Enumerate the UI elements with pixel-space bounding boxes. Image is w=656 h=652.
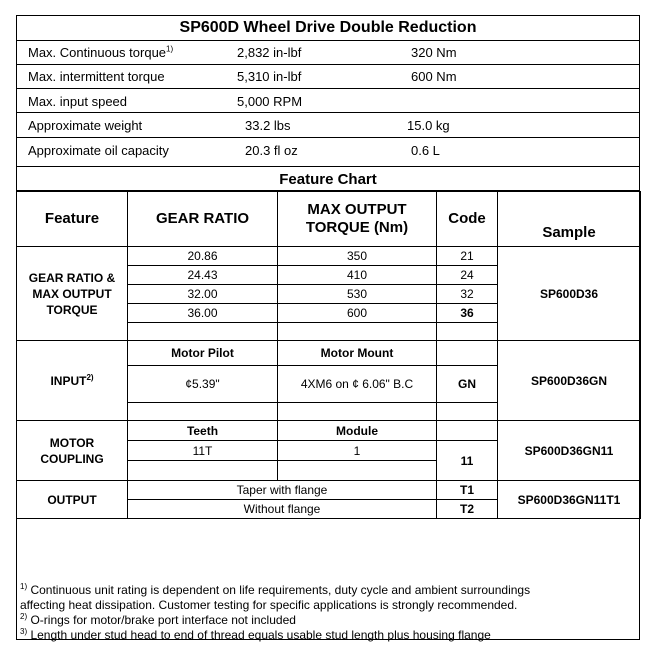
divider	[17, 112, 639, 113]
subheader-teeth: Teeth	[128, 421, 278, 441]
gear-ratio-cell: 36.00	[128, 304, 278, 323]
empty-cell	[128, 461, 278, 481]
output-desc-cell: Taper with flange	[128, 481, 437, 500]
empty-cell	[128, 403, 278, 421]
empty-cell	[437, 341, 498, 366]
module-cell: 1	[278, 441, 437, 461]
spec-value-imperial: 2,832 in-lbf	[237, 45, 302, 60]
subheader-motor-mount: Motor Mount	[278, 341, 437, 366]
footnote: $^{1)}$ Continuous unit rating is dependent on life requirements, duty cycle and ambient surroundings	[20, 582, 531, 597]
feature-chart-table	[16, 191, 641, 519]
sample-gear: SP600D36	[498, 247, 641, 341]
spec-label-intermittent-torque: Max. intermittent torque	[28, 69, 165, 84]
spec-value-metric: 600 Nm	[411, 69, 457, 84]
spec-label-oil-capacity: Approximate oil capacity	[28, 143, 169, 158]
gear-ratio-cell: 32.00	[128, 285, 278, 304]
spec-value-imperial: 20.3 fl oz	[245, 143, 298, 158]
header-code: Code	[437, 192, 498, 247]
code-cell: 24	[437, 266, 498, 285]
spec-label-weight: Approximate weight	[28, 118, 143, 133]
spec-value-metric: 15.0 kg	[407, 118, 450, 133]
footnotes	[17, 581, 639, 645]
spec-label-input-speed: Max. input speed	[28, 94, 128, 109]
spec-value-imperial: 5,310 in-lbf	[237, 69, 302, 84]
torque-cell: 600	[278, 304, 437, 323]
header-gear-ratio: GEAR RATIO	[128, 192, 278, 247]
divider	[17, 64, 639, 65]
motor-mount-cell: 4XM6 on ¢ 6.06" B.C	[278, 366, 437, 403]
feature-label-input: INPUT$^{2)}$	[17, 341, 128, 421]
empty-cell	[278, 323, 437, 341]
empty-cell	[437, 403, 498, 421]
output-desc-cell: Without flange	[128, 500, 437, 519]
feature-label-gear-ratio: GEAR RATIO & MAX OUTPUT TORQUE	[17, 247, 128, 341]
feature-label-motor-coupling: MOTOR COUPLING	[17, 421, 128, 481]
spec-value-imperial: 33.2 lbs	[245, 118, 291, 133]
torque-cell: 530	[278, 285, 437, 304]
torque-cell: 350	[278, 247, 437, 266]
spec-sheet	[16, 15, 640, 640]
spec-value-metric: 0.6 L	[411, 143, 440, 158]
subheader-motor-pilot: Motor Pilot	[128, 341, 278, 366]
empty-cell	[437, 421, 498, 441]
code-cell: 11	[437, 441, 498, 481]
motor-pilot-cell: ¢5.39"	[128, 366, 278, 403]
spec-value-imperial: 5,000 RPM	[237, 94, 303, 109]
divider	[17, 88, 639, 89]
code-cell: T2	[437, 500, 498, 519]
spec-value-metric: 320 Nm	[411, 45, 457, 60]
teeth-cell: 11T	[128, 441, 278, 461]
subheader-module: Module	[278, 421, 437, 441]
divider	[17, 137, 639, 138]
feature-label-output: OUTPUT	[17, 481, 128, 519]
code-cell: T1	[437, 481, 498, 500]
header-feature: Feature	[17, 192, 128, 247]
code-cell: 36	[437, 304, 498, 323]
sample-output: SP600D36GN11T1	[498, 481, 641, 519]
empty-cell	[128, 323, 278, 341]
page-title: SP600D Wheel Drive Double Reduction	[17, 16, 639, 41]
empty-cell	[278, 403, 437, 421]
empty-cell	[278, 461, 437, 481]
spec-label-continuous-torque: Max. Continuous torque$^{1)}$	[28, 44, 174, 60]
sample-input: SP600D36GN	[498, 341, 641, 421]
footnote: $^{3)}$ Length under stud head to end of thread equals usable stud length plus housing flange	[20, 627, 491, 642]
torque-cell: 410	[278, 266, 437, 285]
empty-cell	[437, 323, 498, 341]
header-max-output-torque: MAX OUTPUT TORQUE (Nm)	[278, 192, 437, 247]
code-cell: 21	[437, 247, 498, 266]
sample-coupling: SP600D36GN11	[498, 421, 641, 481]
gear-ratio-cell: 24.43	[128, 266, 278, 285]
footnote: affecting heat dissipation. Customer testing for specific applications is strongly recommended.	[20, 598, 518, 612]
header-sample: Sample	[498, 192, 641, 247]
footnote: $^{2)}$ O-rings for motor/brake port interface not included	[20, 612, 296, 627]
feature-chart-title: Feature Chart	[17, 166, 639, 191]
code-cell: 32	[437, 285, 498, 304]
gear-ratio-cell: 20.86	[128, 247, 278, 266]
code-cell: GN	[437, 366, 498, 403]
